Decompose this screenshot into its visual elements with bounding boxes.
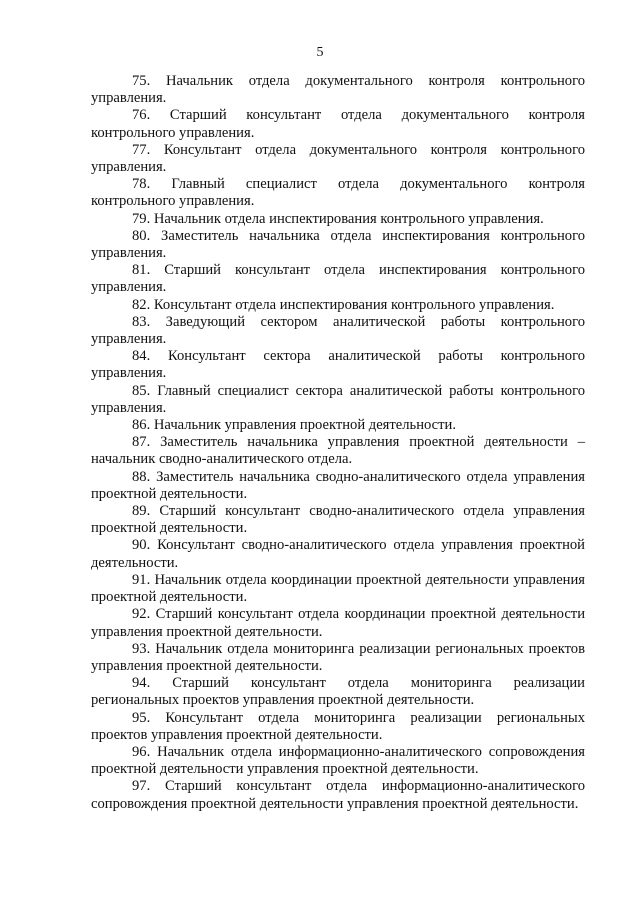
list-item: 82. Консультант отдела инспектирования контрольного управления.: [132, 296, 555, 313]
list-item: 91. Начальник отдела координации проектной деятельности управления проектной деятельности.: [91, 571, 585, 606]
list-item: 93. Начальник отдела мониторинга реализации региональных проектов управления проектной деятельности.: [91, 640, 585, 674]
list-item: 88. Заместитель начальника сводно-аналитического отдела управления проектной деятельности.: [91, 468, 585, 502]
list-item: 94. Старший консультант отдела мониторинга реализации региональных проектов управления проектной деятельности.: [91, 675, 585, 709]
position-list: [91, 73, 585, 813]
list-item: 83. Заведующий сектором аналитической работы контрольного управления.: [91, 313, 585, 348]
list-item: 95. Консультант отдела мониторинга реализации региональных проектов управления проектной деятельности.: [91, 709, 585, 743]
list-item: 86. Начальник управления проектной деятельности.: [132, 417, 456, 434]
list-item: 87. Заместитель начальника управления проектной деятельности – начальник сводно-аналитического отдела.: [91, 434, 585, 468]
list-item: 92. Старший консультант отдела координации проектной деятельности управления проектной деятельности.: [91, 606, 585, 640]
page-number: 5: [316, 45, 324, 60]
list-item: 77. Консультант отдела документального контроля контрольного управления.: [91, 141, 585, 176]
list-item: 85. Главный специалист сектора аналитической работы контрольного управления.: [91, 382, 585, 416]
list-item: 90. Консультант сводно-аналитического отдела управления проектной деятельности.: [91, 537, 585, 571]
list-item: 80. Заместитель начальника отдела инспектирования контрольного управления.: [91, 227, 585, 262]
list-item: 84. Консультант сектора аналитической работы контрольного управления.: [91, 348, 585, 382]
list-item: 81. Старший консультант отдела инспектирования контрольного управления.: [91, 262, 585, 296]
list-item: 96. Начальник отдела информационно-аналитического сопровождения проектной деятельности управления проектной деятельности.: [91, 743, 585, 778]
list-item: 89. Старший консультант сводно-аналитического отдела управления проектной деятельности.: [91, 503, 585, 537]
list-item: 78. Главный специалист отдела документального контроля контрольного управления.: [91, 176, 585, 210]
list-item: 76. Старший консультант отдела документального контроля контрольного управления.: [91, 107, 585, 141]
list-item: 75. Начальник отдела документального контроля контрольного управления.: [91, 73, 585, 107]
list-item: 97. Старший консультант отдела информационно-аналитического сопровождения проектной деятельности управления проектной деятельности.: [91, 778, 585, 812]
list-item: 79. Начальник отдела инспектирования контрольного управления.: [132, 210, 544, 227]
